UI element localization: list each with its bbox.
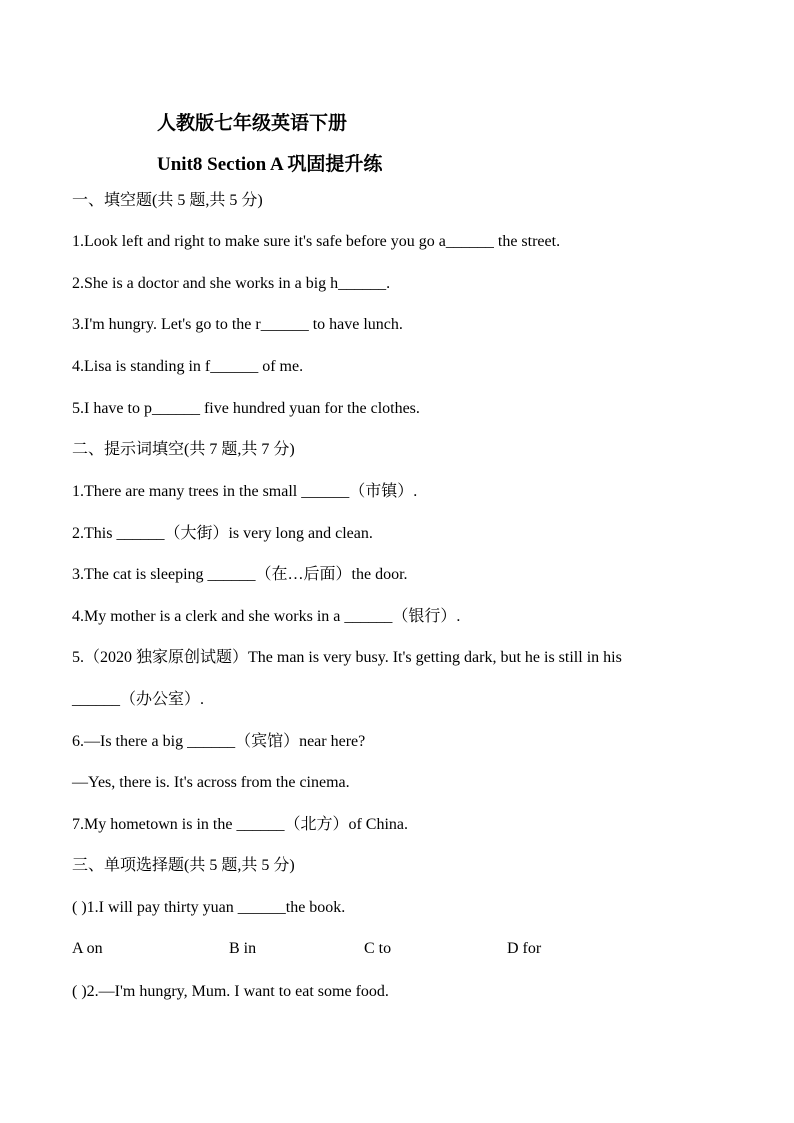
section-1-heading: 一、填空题(共 5 题,共 5 分) — [72, 192, 263, 209]
section-3-heading: 三、单项选择题(共 5 题,共 5 分) — [72, 857, 295, 874]
section-2-question-6-answer: —Yes, there is. It's across from the cinema. — [72, 774, 350, 791]
section-2-question-4: 4.My mother is a clerk and she works in a ______（银行）. — [72, 608, 461, 625]
section-2-question-3: 3.The cat is sleeping ______（在…后面）the door. — [72, 566, 408, 583]
section-2-question-5-continued: ______（办公室）. — [72, 691, 205, 708]
option-d: D for — [507, 940, 542, 957]
section-1-question-3: 3.I'm hungry. Let's go to the r______ to have lunch. — [72, 316, 403, 333]
section-2-question-5: 5.（2020 独家原创试题）The man is very busy. It's getting dark, but he is still in his — [72, 649, 622, 666]
section-1-question-1: 1.Look left and right to make sure it's safe before you go a______ the street. — [72, 233, 561, 250]
option-b: B in — [229, 940, 257, 957]
section-2-question-6: 6.—Is there a big ______（宾馆）near here? — [72, 733, 366, 750]
section-2-heading: 二、提示词填空(共 7 题,共 7 分) — [72, 441, 295, 458]
section-2-question-2: 2.This ______（大街）is very long and clean. — [72, 525, 373, 542]
section-2-question-1: 1.There are many trees in the small ______（市镇）. — [72, 483, 418, 500]
option-a: A on — [72, 940, 103, 957]
section-2-question-7: 7.My hometown is in the ______（北方）of China. — [72, 816, 408, 833]
section-1-question-4: 4.Lisa is standing in f______ of me. — [72, 358, 304, 375]
option-c: C to — [364, 940, 392, 957]
section-3-question-1: ( )1.I will pay thirty yuan ______the book. — [72, 899, 346, 916]
section-1-question-5: 5.I have to p______ five hundred yuan for the clothes. — [72, 400, 420, 417]
page-subtitle: Unit8 Section A 巩固提升练 — [157, 154, 383, 175]
page-title: 人教版七年级英语下册 — [157, 113, 348, 134]
section-3-question-2: ( )2.—I'm hungry, Mum. I want to eat some food. — [72, 983, 389, 1000]
section-1-question-2: 2.She is a doctor and she works in a big h______. — [72, 275, 391, 292]
